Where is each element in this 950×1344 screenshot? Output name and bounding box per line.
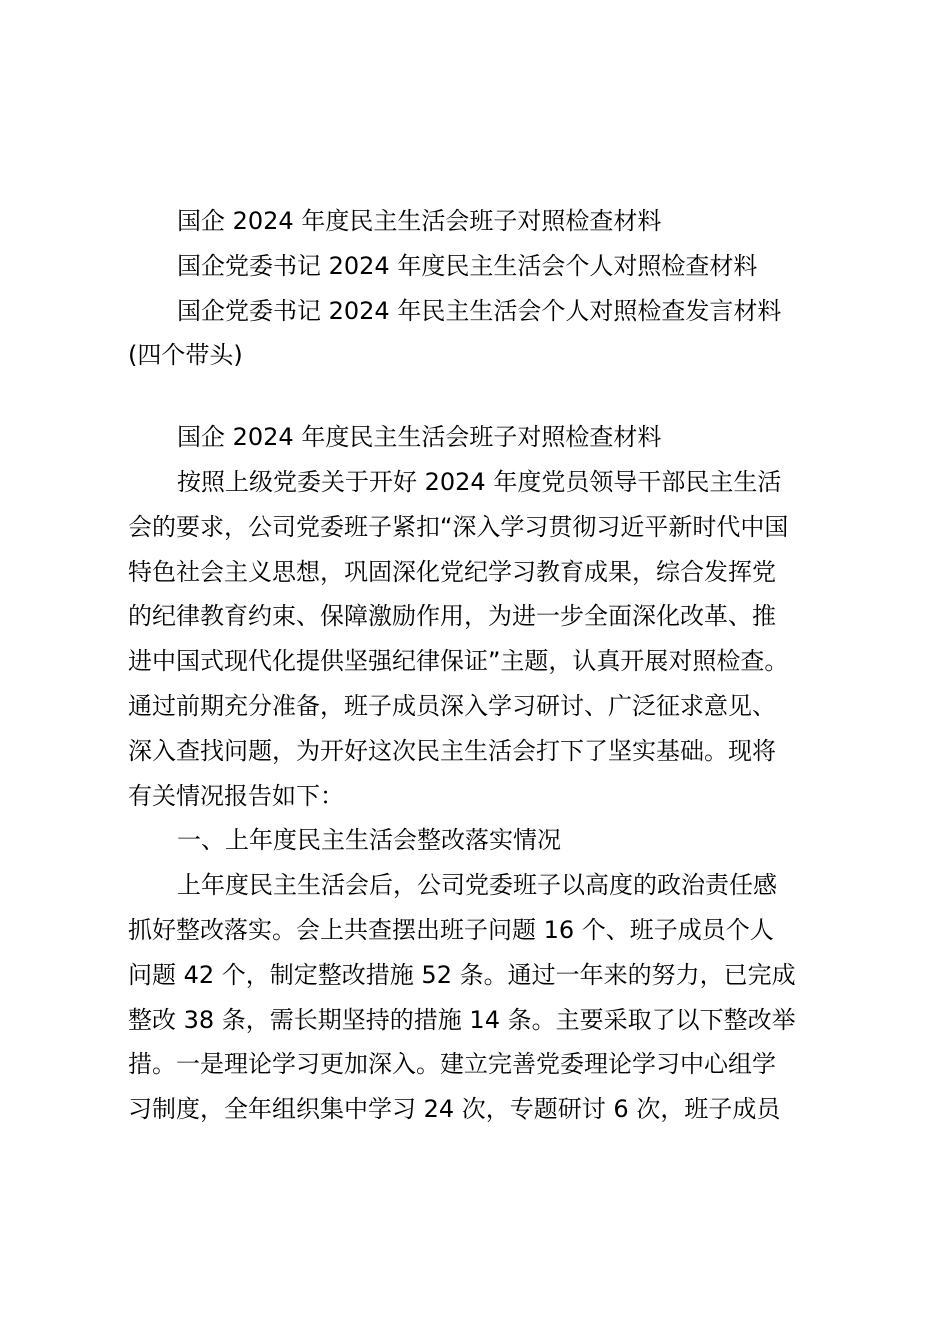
toc-item: 国企党委书记 2024 年民主生活会个人对照检查发言材料 <box>177 296 782 325</box>
paragraph-line: 特色社会主义思想，巩固深化党纪学习教育成果，综合发挥党 <box>128 557 776 586</box>
paragraph-line: 的纪律教育约束、保障激励作用，为进一步全面深化改革、推 <box>128 602 776 631</box>
paragraph-line: 抓好整改落实。会上共查摆出班子问题 16 个、班子成员个人 <box>128 915 774 944</box>
section-gap <box>128 378 828 415</box>
document-body <box>128 199 828 1132</box>
paragraph-line: 进中国式现代化提供坚强纪律保证”主题，认真开展对照检查。 <box>128 647 789 676</box>
paragraph-line: 会的要求，公司党委班子紧扣“深入学习贯彻习近平新时代中国 <box>128 512 789 541</box>
toc-item-continuation: (四个带头) <box>128 341 243 370</box>
paragraph-line: 问题 42 个，制定整改措施 52 条。通过一年来的努力，已完成 <box>128 960 796 989</box>
paragraph-line: 措。一是理论学习更加深入。建立完善党委理论学习中心组学 <box>128 1050 776 1079</box>
paragraph-line: 整改 38 条，需长期坚持的措施 14 条。主要采取了以下整改举 <box>128 1005 796 1034</box>
paragraph-line: 深入查找问题，为开好这次民主生活会打下了坚实基础。现将 <box>128 736 776 765</box>
paragraph-line: 习制度，全年组织集中学习 24 次，专题研讨 6 次，班子成员 <box>128 1095 781 1124</box>
section-heading: 一、上年度民主生活会整改落实情况 <box>177 826 561 855</box>
paragraph-line: 上年度民主生活会后，公司党委班子以高度的政治责任感 <box>177 871 777 900</box>
toc-item: 国企 2024 年度民主生活会班子对照检查材料 <box>177 207 662 235</box>
toc-item: 国企党委书记 2024 年度民主生活会个人对照检查材料 <box>177 251 758 280</box>
article-title: 国企 2024 年度民主生活会班子对照检查材料 <box>177 423 662 452</box>
paragraph-line: 有关情况报告如下： <box>128 781 344 810</box>
paragraph-line: 通过前期充分准备，班子成员深入学习研讨、广泛征求意见、 <box>128 691 776 720</box>
paragraph-line: 按照上级党委关于开好 2024 年度党员领导干部民主生活 <box>177 467 782 496</box>
